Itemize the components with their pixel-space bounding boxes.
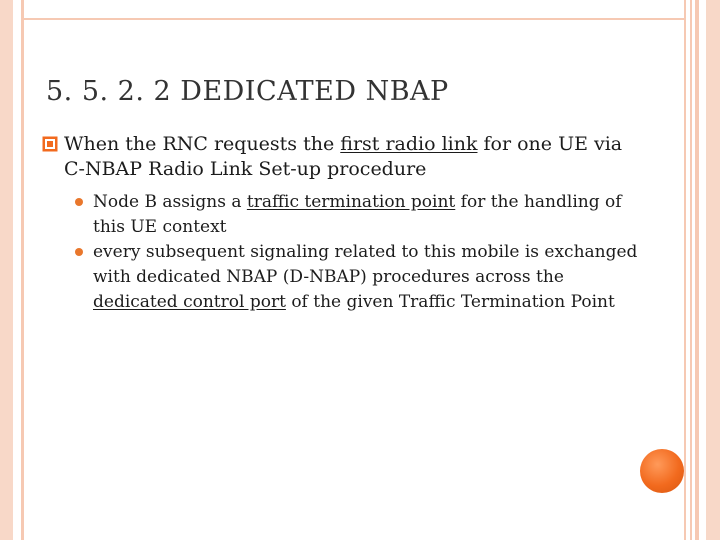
bullet-link-first-radio-link: first radio link [340,133,478,155]
frame-line-top [21,18,684,20]
sub-bullet-text-post: for the handling of this UE context [93,192,622,237]
circle-bullet-icon [75,248,83,256]
right-edge-stripe [706,0,720,540]
sub-bullet-item [73,190,642,240]
sub-bullet-text-pre: every subsequent signaling related to this mobile is exchanged with dedicated NBAP (D-NBAP) procedures across the [93,242,638,287]
sub-bullet-list [42,190,642,315]
frame-line-right-2 [690,0,692,540]
circle-bullet-icon [75,198,83,206]
square-bullet-icon [42,134,58,150]
slide-content [42,132,642,315]
sub-bullet-text-pre: Node B assigns a [93,192,247,212]
bullet-text-post: for one UE via C-NBAP Radio Link Set-up procedure [64,133,623,180]
left-edge-stripe [0,0,13,540]
slide-title: 5. 5. 2. 2 DEDICATED NBAP [46,76,449,107]
frame-line-right-1 [684,0,686,540]
sub-bullet-link-dedicated-control-port: dedicated control port [93,292,286,312]
sub-bullet-link-traffic-termination-point: traffic termination point [246,192,456,212]
sub-bullet-item [73,240,642,315]
bullet-text-pre: When the RNC requests the [64,133,341,155]
frame-line-left [21,0,24,540]
frame-line-right-3 [695,0,699,540]
sub-bullet-text-post: of the given Traffic Termination Point [285,292,615,312]
decorative-orb [640,449,684,493]
bullet-item [42,132,642,182]
